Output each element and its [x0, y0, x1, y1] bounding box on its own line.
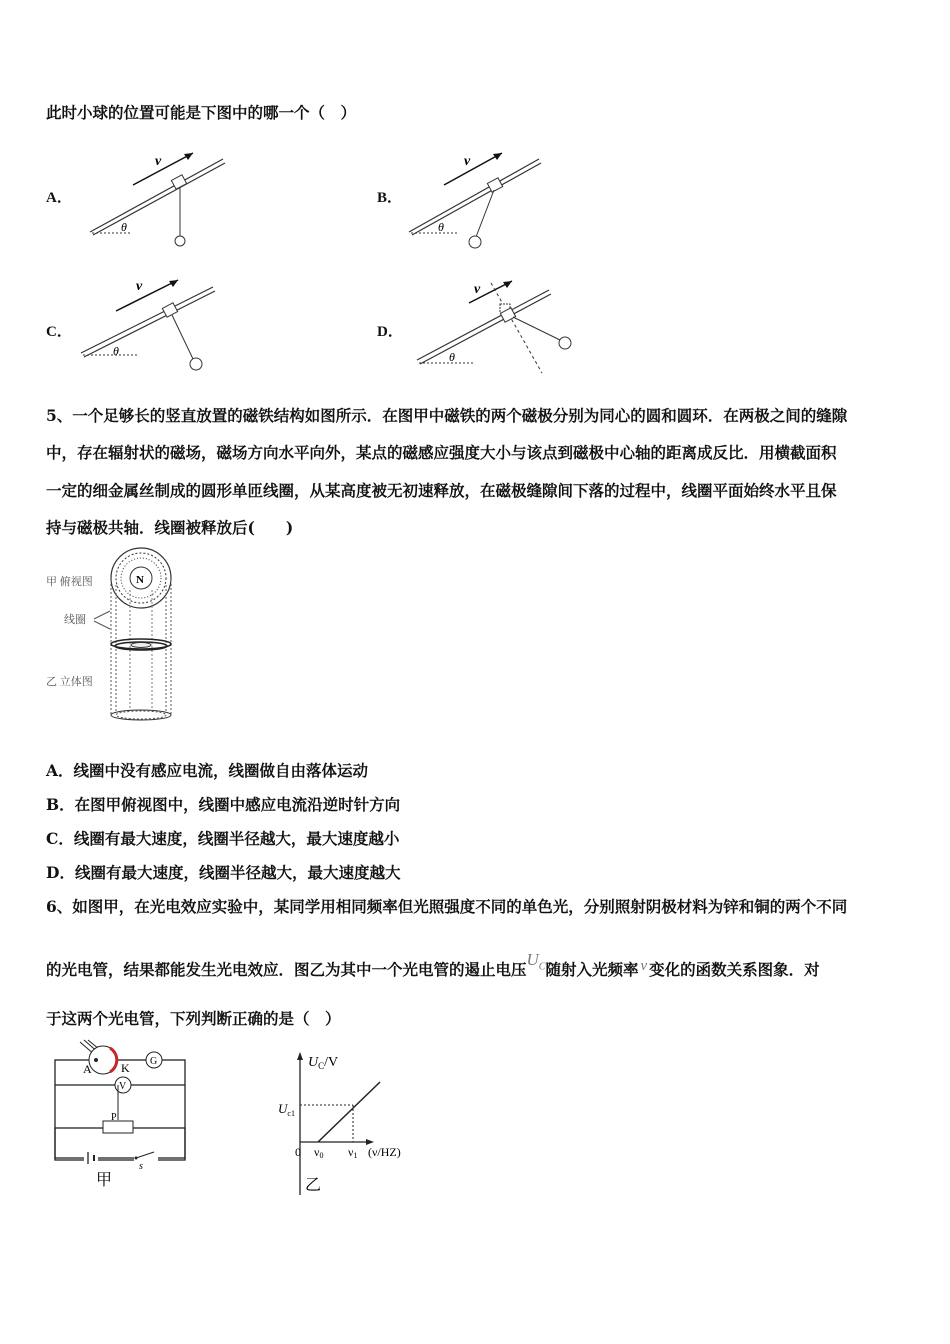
- uc-symbol: $U_C$: [526, 950, 546, 973]
- q6-stem-line-2-part-2: 随射入光频率: [545, 960, 639, 979]
- velocity-label: v: [136, 279, 143, 294]
- q5-stem-line-1: 5、一个足够长的竖直放置的磁铁结构如图所示．在图甲中磁铁的两个磁极分别为同心的圆和圆环．在两极之间的缝隙: [46, 406, 848, 425]
- theta-label: θ: [113, 344, 119, 358]
- velocity-label: v: [464, 154, 471, 169]
- theta-label: θ: [121, 220, 127, 234]
- q4-option-b-figure: [404, 145, 554, 250]
- origin-label: 0: [295, 1145, 301, 1159]
- q4-option-d-figure: [414, 275, 584, 380]
- q5-magnet-figure: [44, 545, 194, 725]
- theta-label: θ: [449, 350, 455, 364]
- q4-option-c-figure: [78, 275, 228, 380]
- q6-stem-line-3: 于这两个光电管，下列判断正确的是（ ）: [46, 1009, 341, 1028]
- graph-caption: 乙: [305, 1177, 322, 1194]
- galvanometer-label: G: [150, 1056, 158, 1067]
- slider-label: P: [111, 1112, 117, 1123]
- v0-label: ν0: [314, 1145, 324, 1160]
- q4-option-d-label[interactable]: D．: [377, 324, 403, 340]
- q5-stem-line-3: 一定的细金属丝制成的圆形单匝线圈，从某高度被无初速释放，在磁极缝隙间下落的过程中，线圈平面始终水平且保: [46, 481, 837, 500]
- switch-label: s: [139, 1161, 143, 1172]
- anode-label: A: [83, 1062, 92, 1076]
- q6-uc-graph: [270, 1050, 420, 1200]
- velocity-label: v: [474, 282, 481, 297]
- q5-option-a[interactable]: A．线圈中没有感应电流，线圈做自由落体运动: [46, 761, 369, 780]
- stereo-view-label: 乙 立体图: [46, 676, 93, 688]
- velocity-label: v: [155, 154, 162, 169]
- q5-stem-line-4: 持与磁极共轴．线圈被释放后( ): [46, 518, 294, 537]
- circuit-caption: 甲: [96, 1172, 113, 1189]
- q6-circuit-figure: [48, 1040, 193, 1190]
- q6-stem-line-2: [46, 950, 820, 982]
- cathode-label: K: [121, 1061, 130, 1075]
- q4-option-a-label[interactable]: A．: [46, 190, 72, 206]
- q5-stem-line-2: 中，存在辐射状的磁场，磁场方向水平向外，某点的磁感应强度大小与该点到磁极中心轴的距离成反比．用横截面积: [46, 443, 837, 462]
- q4-option-a-figure: [85, 145, 235, 250]
- nu-symbol: ν: [640, 958, 648, 974]
- uc1-label: $U_{c1}$: [278, 1101, 295, 1118]
- theta-label: θ: [438, 220, 444, 234]
- q6-stem-line-2-part-3: 变化的函数关系图象．对: [649, 960, 820, 979]
- voltmeter-label: V: [119, 1081, 127, 1092]
- q4-option-b-label[interactable]: B．: [377, 190, 403, 206]
- q4-option-c-label[interactable]: C．: [46, 324, 72, 340]
- q4-stem: 此时小球的位置可能是下图中的哪一个（ ）: [46, 103, 357, 122]
- q5-option-c[interactable]: C．线圈有最大速度，线圈半径越大，最大速度越小: [46, 829, 400, 848]
- top-view-label: 甲 俯视图: [46, 576, 93, 588]
- x-axis-label: (ν/HZ): [368, 1145, 401, 1159]
- q6-stem-line-1: 6、如图甲，在光电效应实验中，某同学用相同频率但光照强度不同的单色光，分别照射阴极材料为锌和铜的两个不同: [46, 897, 848, 916]
- q5-option-b[interactable]: B．在图甲俯视图中，线圈中感应电流沿逆时针方向: [46, 795, 401, 814]
- north-pole-label: N: [136, 574, 144, 586]
- q5-option-d[interactable]: D．线圈有最大速度，线圈半径越大，最大速度越大: [46, 863, 401, 882]
- y-axis-label: $U_C/V$: [308, 1055, 339, 1071]
- q6-stem-line-2-part-1: 的光电管，结果都能发生光电效应．图乙为其中一个光电管的遏止电压: [46, 960, 527, 979]
- v1-label: ν1: [348, 1145, 358, 1160]
- coil-label: 线圈: [64, 614, 86, 626]
